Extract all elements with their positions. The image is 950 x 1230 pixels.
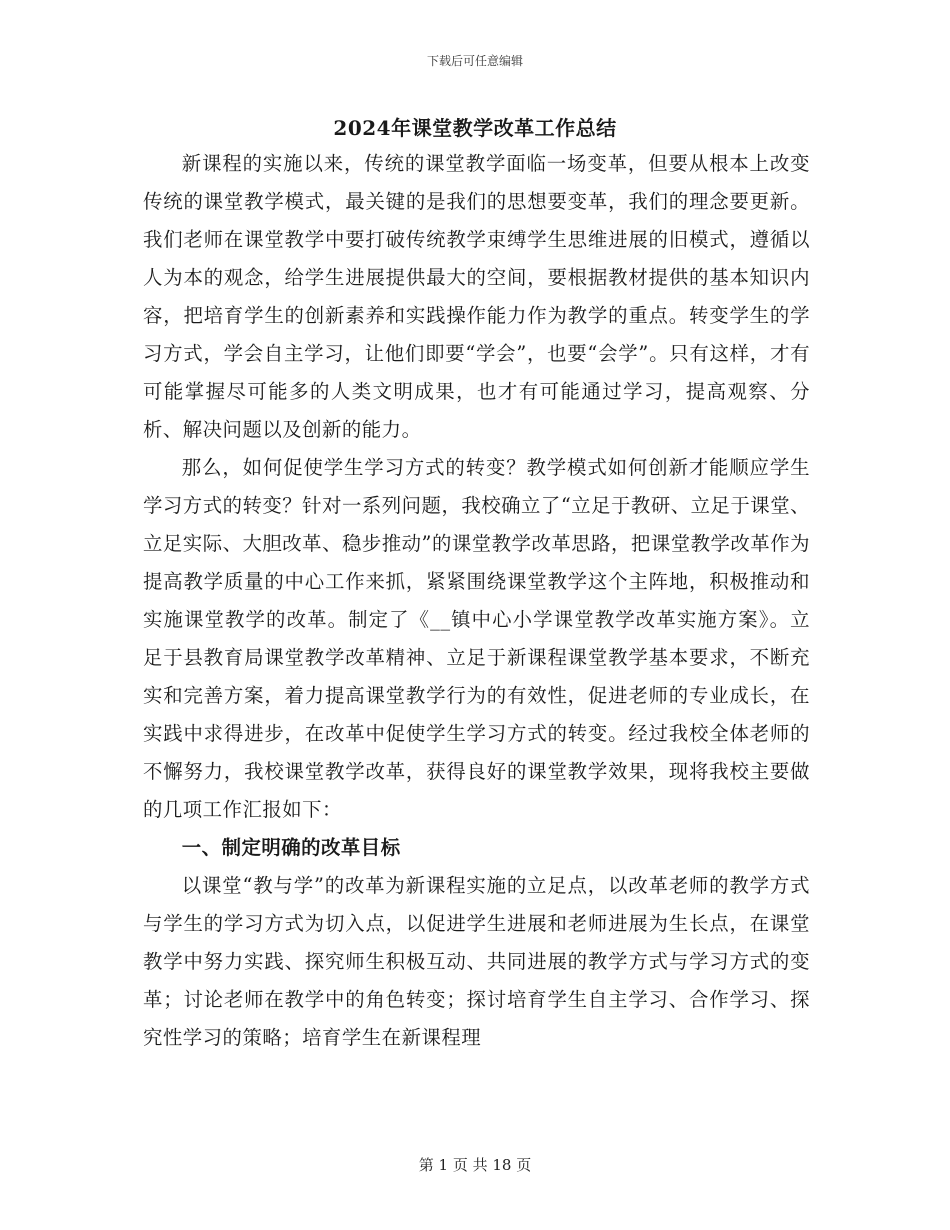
paragraph-approach: 那么，如何促使学生学习方式的转变？教学模式如何创新才能顺应学生学习方式的转变？针对一系列问题，我校确立了“立足于教研、立足于课堂、立足实际、大胆改革、稳步推动”的课堂教学改革思路，把课堂教学改革作为提高教学质量的中心工作来抓，紧紧围绕课堂教学这个主阵地，积极推动和实施课堂教学的改革。制定了《__镇中心小学课堂教学改革实施方案》。立足于县教育局课堂教学改革精神、立足于新课程课堂教学基本要求，不断充实和完善方案，着力提高课堂教学行为的有效性，促进老师的专业成长，在实践中求得进步，在改革中促使学生学习方式的转变。经过我校全体老师的不懈努力，我校课堂教学改革，获得良好的课堂教学效果，现将我校主要做的几项工作汇报如下： xyxy=(143,456,810,821)
document-body xyxy=(143,145,810,1057)
page-header-note: 下载后可任意编辑 xyxy=(426,54,523,68)
paragraph-intro: 新课程的实施以来，传统的课堂教学面临一场变革，但要从根本上改变传统的课堂教学模式，最关键的是我们的思想要变革，我们的理念要更新。我们老师在课堂教学中要打破传统教学束缚学生思维进展的旧模式，遵循以人为本的观念，给学生进展提供最大的空间，要根据教材提供的基本知识内容，把培育学生的创新素养和实践操作能力作为教学的重点。转变学生的学习方式，学会自主学习，让他们即要“学会”，也要“会学”。只有这样，才有可能掌握尽可能多的人类文明成果，也才有可能通过学习，提高观察、分析、解决问题以及创新的能力。 xyxy=(143,152,810,441)
document-title: 2024年课堂教学改革工作总结 xyxy=(333,116,617,140)
page-footer-number: 第 1 页 共 18 页 xyxy=(418,1156,532,1174)
section-heading-goals: 一、制定明确的改革目标 xyxy=(181,836,401,859)
paragraph-goals: 以课堂“教与学”的改革为新课程实施的立足点，以改革老师的教学方式与学生的学习方式为切入点，以促进学生进展和老师进展为生长点，在课堂教学中努力实践、探究师生积极互动、共同进展的教学方式与学习方式的变革；讨论老师在教学中的角色转变；探讨培育学生自主学习、合作学习、探究性学习的策略；培育学生在新课程理 xyxy=(143,874,810,1049)
